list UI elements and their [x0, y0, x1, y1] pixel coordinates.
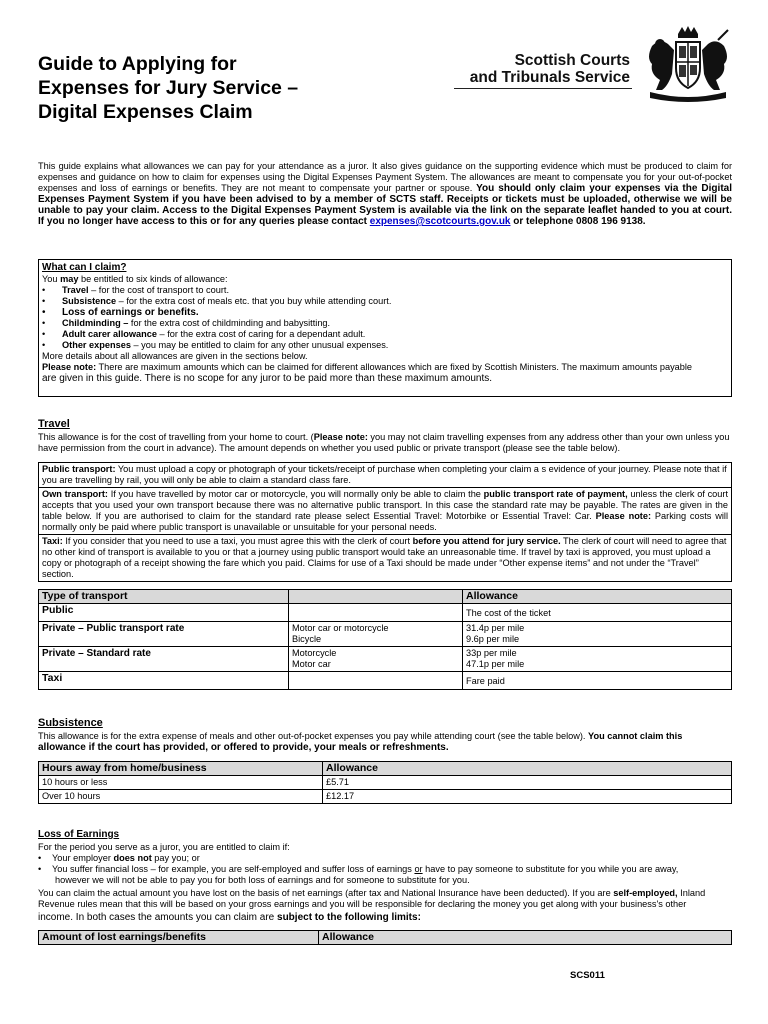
royal-coat-of-arms-icon [638, 24, 738, 104]
list-item: • Subsistence – for the extra cost of meals etc. that you buy while attending court. [42, 296, 728, 307]
table-row [39, 790, 732, 804]
list-item: • You suffer financial loss – for example, you are self-employed and suffer loss of earnings or have to pay someone to substitute for you while you are away, however we will not be able to pay you for both loss of earnings and for someone to substitute for you. [38, 864, 732, 886]
subsistence-table [38, 761, 732, 804]
table-header-empty [289, 590, 463, 604]
page-title [38, 52, 438, 124]
transport-vehicle: Motorcycle Motor car [289, 647, 463, 672]
taxi-info: Taxi: If you consider that you need to use a taxi, you must agree this with the clerk of court before you attend for jury service. The clerk of court will need to agree that no other kind of transport is available to you or that a journey using public transport would take an unreasonable time. If travel by taxi is approved, you must upload a copy or photograph of a receipt showing the fare which you paid. Claims for use of a Taxi should be made under “Other expense items” and not under the “Travel” section. [42, 536, 727, 579]
table-header-row [39, 590, 732, 604]
list-item: • Loss of earnings or benefits. [42, 307, 728, 318]
transport-type: Public [39, 604, 289, 622]
claim-note-last: are given in this guide. There is no scope for any juror to be paid more than these maximum amounts. [42, 373, 493, 384]
subsistence-paragraph: This allowance is for the extra expense of meals and other out-of-pocket expenses you pay while attending court (see the table below). You cannot claim this allowance if the court has provided, or offered to provide, your meals or refreshments. [38, 731, 683, 753]
table-row [39, 647, 732, 672]
transport-type: Private – Standard rate [39, 647, 289, 672]
subsistence-amount: £12.17 [323, 790, 732, 804]
table-header-amount: Amount of lost earnings/benefits [39, 931, 319, 945]
transport-type: Taxi [39, 672, 289, 690]
loss-limits-text: income. In both cases the amounts you can claim are subject to the following limits: [38, 912, 421, 923]
loss-lead: For the period you serve as a juror, you are entitled to claim if: [38, 842, 290, 852]
list-item: • Other expenses – you may be entitled to claim for any other unusual expenses. [42, 340, 728, 351]
table-row [39, 622, 732, 647]
own-transport-info: Own transport: If you have travelled by motor car or motorcycle, you will normally only be able to claim the public transport rate of payment, unless the clerk of court accepts that you used your own transport because there was no alternative public transport. In this case the standard rate may be payable. The rates are given in the table below. If you are authorised to claim for the standard rate please select Essential Travel: Motorbike or Essential Travel: Car. Please note: Parking costs will normally only be paid where public transport is unavailable or unsuitable for your personal needs. [39, 488, 731, 535]
table-header-allowance: Allowance [319, 931, 732, 945]
title-line-3: Digital Expenses Claim [38, 101, 253, 123]
hours-away: Over 10 hours [39, 790, 323, 804]
subsistence-heading: Subsistence [38, 717, 103, 729]
table-header-row [39, 762, 732, 776]
travel-paragraph: This allowance is for the cost of travelling from your home to court. (Please note: you may not claim travelling expenses from any address other than your own unless you have permission from the court in advance). The amount depends on whether you used public or private transport (please see the table below). [38, 432, 730, 453]
intro-bold-text: You should only claim your expenses via the Digital Expenses Payment System if you have been advised to by a member of SCTS staff. Receipts or tickets must be uploaded, otherwise we will be unable to pay your claim. Access to the Digital Expenses Payment System is available via the link on the separate leaflet handed to you at court. If you no longer have access to this or for any queries please contact [38, 183, 732, 227]
claim-lead: You may be entitled to six kinds of allowance: [42, 274, 228, 284]
travel-heading: Travel [38, 418, 70, 430]
table-row [39, 672, 732, 690]
hours-away: 10 hours or less [39, 776, 323, 790]
table-row [39, 776, 732, 790]
transport-rate: The cost of the ticket [463, 604, 732, 622]
transport-rate: 31.4p per mile 9.6p per mile [463, 622, 732, 647]
list-item: • Adult carer allowance – for the extra cost of caring for a dependant adult. [42, 329, 728, 340]
expenses-email-link[interactable]: expenses@scotcourts.gov.uk [369, 216, 511, 227]
subsistence-amount: £5.71 [323, 776, 732, 790]
list-item: • Travel – for the cost of transport to court. [42, 285, 728, 296]
table-header-allowance: Allowance [463, 590, 732, 604]
intro-text: This guide explains what allowances we can pay for your attendance as a juror. It also gives guidance on the supporting evidence which must be produced to claim for expenses and guidance on how to claim for expenses using the Digital Expenses Payment System. The allowances are meant to compensate you for your out-of-pocket expenses and loss of earnings or benefits. They are not meant to compensate your partner or spouse. [38, 161, 732, 193]
logo-wordmark [454, 52, 630, 86]
document-code: SCS011 [570, 970, 605, 981]
logo-line-2: and Tribunals Service [469, 69, 630, 86]
claim-note: Please note: There are maximum amounts which can be claimed for different allowances which are fixed by Scottish Ministers. The maximum amounts payable [42, 362, 693, 372]
loss-paragraph: You can claim the actual amount you have lost on the basis of net earnings (after tax and National Insurance have been deducted). If you are self-employed, Inland Revenue rules mean that this will be based on your gross earnings and you will be responsible for declaring the money you get along with your business's other [38, 888, 706, 909]
table-row [39, 604, 732, 622]
loss-of-earnings-heading: Loss of Earnings [38, 829, 120, 840]
transport-rate: Fare paid [463, 672, 732, 690]
transport-type: Private – Public transport rate [39, 622, 289, 647]
table-header-allowance: Allowance [323, 762, 732, 776]
title-line-2: Expenses for Jury Service – [38, 77, 299, 99]
list-item: • Your employer does not pay you; or [38, 853, 732, 864]
transport-vehicle: Motor car or motorcycle Bicycle [289, 622, 463, 647]
transport-vehicle [289, 672, 463, 690]
table-header-type: Type of transport [39, 590, 289, 604]
loss-conditions-list [38, 853, 732, 886]
intro-telephone-text: or telephone 0808 196 9138. [510, 216, 646, 227]
what-can-i-claim-box [38, 259, 732, 397]
claim-heading: What can I claim? [42, 262, 127, 273]
allowance-list [42, 285, 728, 351]
lost-earnings-table [38, 930, 732, 945]
list-item: • Childminding – for the extra cost of childminding and babysitting. [42, 318, 728, 329]
logo-rule [454, 88, 632, 89]
transport-rate: 33p per mile 47.1p per mile [463, 647, 732, 672]
title-line-1: Guide to Applying for [38, 53, 237, 75]
table-header-row [39, 931, 732, 945]
logo-line-1: Scottish Courts [514, 52, 630, 69]
claim-more-details: More details about all allowances are given in the sections below. [42, 351, 308, 361]
travel-details-box [38, 462, 732, 582]
transport-allowance-table [38, 589, 732, 690]
transport-vehicle [289, 604, 463, 622]
intro-paragraph [38, 161, 732, 227]
table-header-hours: Hours away from home/business [39, 762, 323, 776]
public-transport-info: Public transport: You must upload a copy or photograph of your tickets/receipt of purchase when completing your claim a s evidence of your journey. Please note that if you are travelling by rail, you will only be able to claim a standard class fare. [39, 463, 731, 488]
scts-logo [452, 24, 742, 104]
